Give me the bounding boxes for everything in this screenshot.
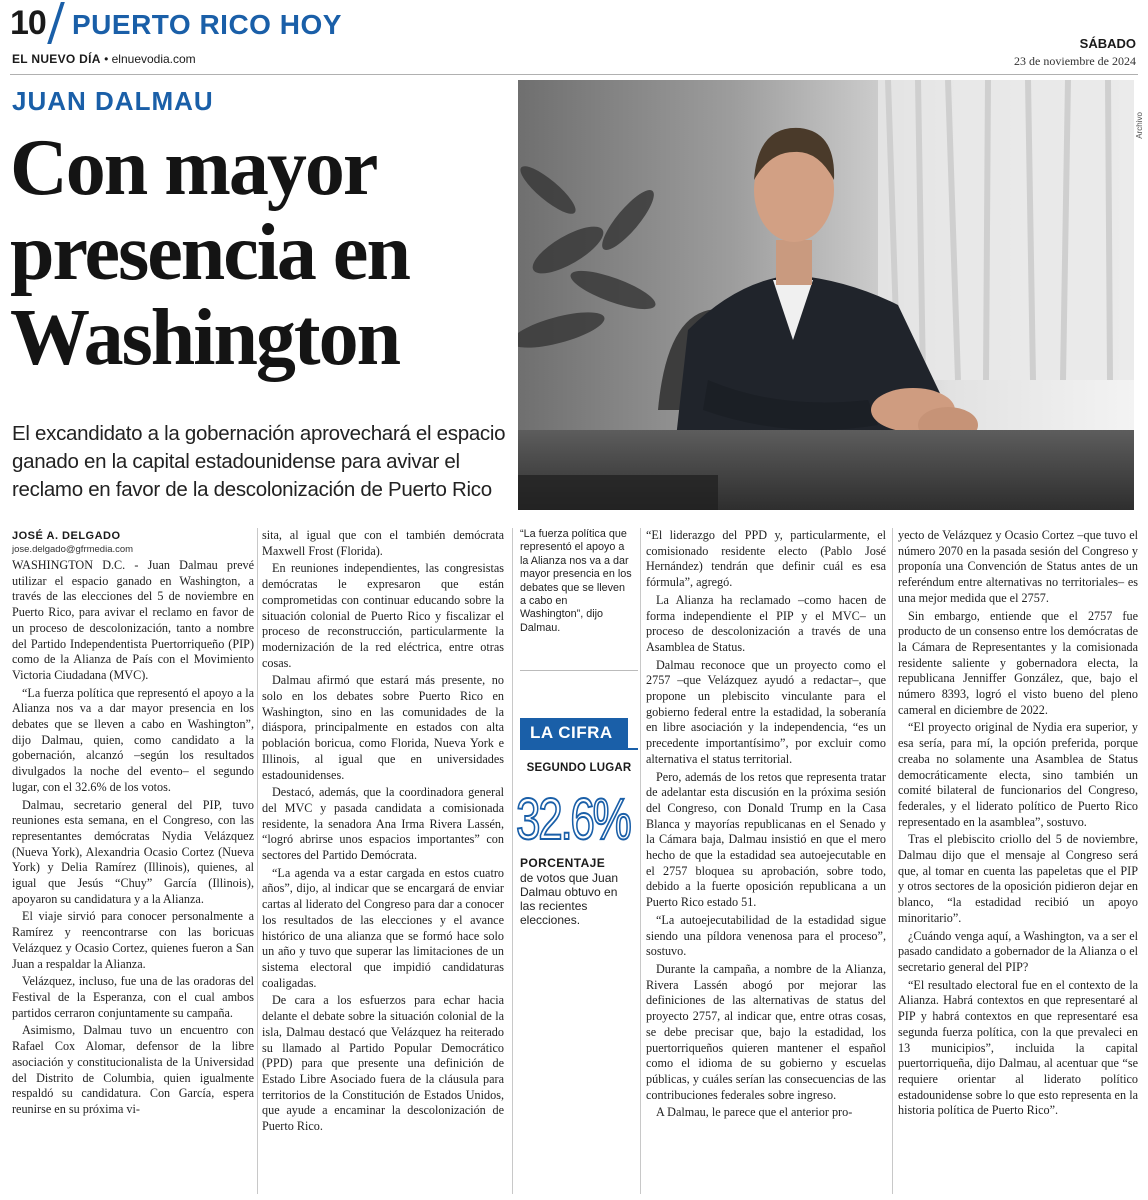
column-divider [640, 528, 641, 1194]
paragraph: sita, al igual que con el también demócrata Maxwell Frost (Florida). [262, 528, 504, 558]
column-divider [257, 528, 258, 1194]
paragraph: ¿Cuándo venga aquí, a Washington, va a ser el pasado candidato a gobernador de la Alianza o el secretario general del PIP? [898, 928, 1138, 974]
paragraph: Tras el plebiscito criollo del 5 de noviembre, Dalmau dijo que el mensaje al Congreso será que, al tomar en cuenta las papeletas que el PIP y otros sectores de la oposición pidieron dejar en blanco, “la estadidad recibió un apoyo minoritario”. [898, 832, 1138, 925]
issue-day: SÁBADO [1079, 36, 1136, 51]
paragraph: “El proyecto original de Nydia era superior, y esa sería, para mí, la opción preferida, porque creaba no solamente una Asamblea de Status democráticamente electa, sino también un comité bilateral de funcionarios del Congreso, federales, y el liderato político de Puerto Rico representado en la asamblea”, sostuvo. [898, 720, 1138, 829]
la-cifra-text: de votos que Juan Dalmau obtuvo en las recientes elecciones. [520, 871, 619, 927]
pull-quote-rule [520, 670, 638, 671]
paragraph: Destacó, además, que la coordinadora general del MVC y pasada candidata a comisionada residente, la senadora Ana Irma Rivera Lassén, “logró abrirse unos espacios importantes” con sectores del Partido Demócrata. [262, 785, 504, 863]
paragraph: “La agenda va a estar cargada en estos cuatro años”, dijo, al indicar que se encargará de enviar cartas al liderato del Congreso para dar a conocer los resultados de las elecciones y el avance histórico de una alianza que se formó hace solo un año y tuvo que superar las limitaciones de un sistema electoral que impidió candidaturas coaligadas. [262, 865, 504, 990]
masthead-rule [10, 74, 1138, 75]
paragraph: Sin embargo, entiende que el 2757 fue producto de un consenso entre los demócratas de la Cámara de Representantes y la comisionada residente saliente y gobernadora electa, la republicana Jenniffer González, que, bajo el número 8393, logró el visto bueno del pleno cameral en diciembre de 2022. [898, 608, 1138, 717]
paper-line [12, 52, 196, 66]
la-cifra-rule [520, 748, 638, 750]
paragraph: A Dalmau, le parece que el anterior pro- [656, 1105, 853, 1120]
article-deck: El excandidato a la gobernación aprovechará el espacio ganado en la capital estadounidense para avivar el reclamo en favor de la descolonización de Puerto Rico [12, 422, 506, 501]
column-divider [512, 528, 513, 1194]
paragraph: El viaje sirvió para conocer personalmente a Ramírez y reencontrarse con las boricuas Velázquez y Ocasio Cortez, quienes fueron a San Juan a respaldar la Alianza. [12, 909, 254, 971]
paragraph: Velázquez, incluso, fue una de las oradoras del Festival de la Esperanza, con el cual ambos partidos cerraron conjuntamente su campaña. [12, 974, 254, 1020]
section-title: PUERTO RICO HOY [72, 9, 342, 40]
la-cifra-title: LA CIFRA [520, 718, 628, 748]
issue-date: 23 de noviembre de 2024 [1014, 54, 1136, 68]
column-divider [892, 528, 893, 1194]
paragraph: yecto de Velázquez y Ocasio Cortez –que tuvo el número 2070 en la pasada sesión del Congreso y proponía una Convención de Status antes de un referéndum entre alternativas no territoriales– es una mejor medida que el 2757. [898, 528, 1138, 605]
page-number: 10 [10, 4, 46, 42]
photo-credit: Archivo [1135, 112, 1144, 139]
article-headline: Con mayor presencia en Washington [10, 124, 409, 382]
la-cifra-value: 32.6% [516, 787, 630, 852]
paragraph: “El resultado electoral fue en el contexto de la Alianza. Habrá contextos en que representaré al PIP y habrá contextos en que representaré esa segunda fuerza política, con la que prevaleci en 13 municipios”, incluida la capital puertorriqueña, dijo Dalmau, al acentuar que “se requiere orientar al liderato político estadounidense sobre lo que esto representa en la historia política de Puerto Rico”. [898, 977, 1138, 1118]
article-column-2 [262, 528, 504, 1137]
paragraph: Asimismo, Dalmau tuvo un encuentro con Rafael Cox Alomar, defensor de la libre asociación y constitucionalista de la Universidad del Distrito de Columbia, quien igualmente respaldó su candidatura. Con García, espera reunirse en su próxima vi- [12, 1023, 254, 1116]
paper-website: elnuevodia.com [111, 52, 196, 66]
paragraph: Dalmau afirmó que estará más presente, no solo en los debates sobre Puerto Rico en Washington, sino en las comunidades de la diáspora, principalmente en estados con alta población boricua, como Florida, Nueva York e Illinois, al igual que en universidades estadounidenses. [262, 673, 504, 782]
paragraph: Pero, además de los retos que representa tratar de adelantar esta discusión en la próxima sesión del Congreso, con Donald Trump en la Casa Blanca y mayorías republicanas en el Senado y la Cámara baja, Dalmau insistió en que el mero hecho de que la estadidad sea autoejecutable en el 2757 bloquea su aprobación, sobre todo, debido a la fuerte oposición republicana a un Puerto Rico estado 51. [646, 769, 886, 910]
article-column-4 [898, 528, 1138, 1121]
paper-name: EL NUEVO DÍA [12, 52, 101, 66]
article-column-1 [12, 558, 254, 1120]
pull-quote: “La fuerza política que representó el apoyo a la Alianza nos va a dar mayor presencia en los debates que se lleven a cabo en Washington”, dijo Dalmau. [520, 528, 632, 634]
article-column-3 [646, 528, 886, 1123]
paragraph: Durante la campaña, a nombre de la Alianza, Rivera Lassén abogó por mejorar las definiciones de las alternativas de status del proyecto 2757, al indicar que, entre otras cosas, se debe precisar que, bajo la estadidad, los puertorriqueños quieren mantener el español como el idioma de su gobierno y escuelas públicas, y cuáles serían las consecuencias de las contribuciones federales sobre ingreso. [646, 961, 886, 1102]
bullet-separator: • [104, 52, 112, 66]
paragraph: La Alianza ha reclamado –como hacen de forma independiente el PIP y el MVC– un proceso de descolonización a través de una Asamblea de Status. [646, 592, 886, 654]
article-photo [518, 80, 1134, 510]
paragraph: “La fuerza política que representó el apoyo a la Alianza nos va a dar mayor presencia en los debates que se lleven a cabo en Washington”, dijo Dalmau, quien, como candidato a la gobernación, alcanzó –según los resultados divulgados la noche del evento– el segundo lugar, con el 32.6% de los votos. [12, 685, 254, 794]
paragraph: De cara a los esfuerzos para echar hacia delante el debate sobre la situación colonial de la isla, Dalmau destacó que Velázquez ha reiterado su llamado al Partido Popular Democrático (PPD) para que presente una definición de Estado Libre Asociado fuera de la cláusula para territorios de la Constitución de Estados Unidos, que ayude a encaminar la descolonización de Puerto Rico. [262, 993, 504, 1134]
paragraph: WASHINGTON D.C. - Juan Dalmau prevé utilizar el espacio ganado en Washington, a través de las elecciones del 5 de noviembre en Puerto Rico, para avivar el reclamo en favor de un proceso de descolonización, tanto a nombre del Partido Independentista Puertorriqueño (PIP) como de la Alianza de País con el Movimiento Victoria Ciudadana (MVC). [12, 558, 254, 682]
paragraph: Dalmau reconoce que un proyecto como el 2757 –que Velázquez ayudó a redactar–, que propone un plebiscito vinculante para el gobierno federal entre la estadidad, la soberanía en libre asociación y la independencia, “es un precedente importantísimo”, por excluir como alternativa el status territorial. [646, 657, 886, 766]
article-kicker: JUAN DALMAU [12, 86, 214, 116]
paragraph: Dalmau, secretario general del PIP, tuvo reuniones esta semana, en el Congreso, con las representantes demócratas Nydia Velázquez (Nueva York), Alexandria Ocasio Cortez (Nueva York) y Delia Ramírez (Illinois), quienes, al igual que Jesús “Chuy” García (Illinois), apoyaron su candidatura y a la Alianza. [12, 797, 254, 906]
paragraph: “El liderazgo del PPD y, particularmente, el comisionado residente electo (Pablo José Hernández) tendrán que definir cuál es esa fórmula”, agregó. [646, 528, 886, 590]
la-cifra-subtitle: SEGUNDO LUGAR [526, 762, 632, 774]
section-divider-slash [47, 2, 65, 44]
author-name: JOSÉ A. DELGADO [12, 530, 121, 542]
photo-illustration [518, 80, 1134, 510]
paragraph: “La autoejecutabilidad de la estadidad sigue siendo una píldora venenosa para el proceso”, sostuvo. [646, 912, 886, 959]
author-email[interactable]: jose.delgado@gfrmedia.com [12, 544, 134, 555]
paragraph: En reuniones independientes, las congresistas demócratas le expresaron que están comprometidas con continuar educando sobre la situación colonial de Puerto Rico y fiscalizar el proceso de reconstrucción, particularmente la modernización de la red eléctrica, entre otras cosas. [262, 561, 504, 670]
la-cifra-label: PORCENTAJE [520, 856, 606, 870]
